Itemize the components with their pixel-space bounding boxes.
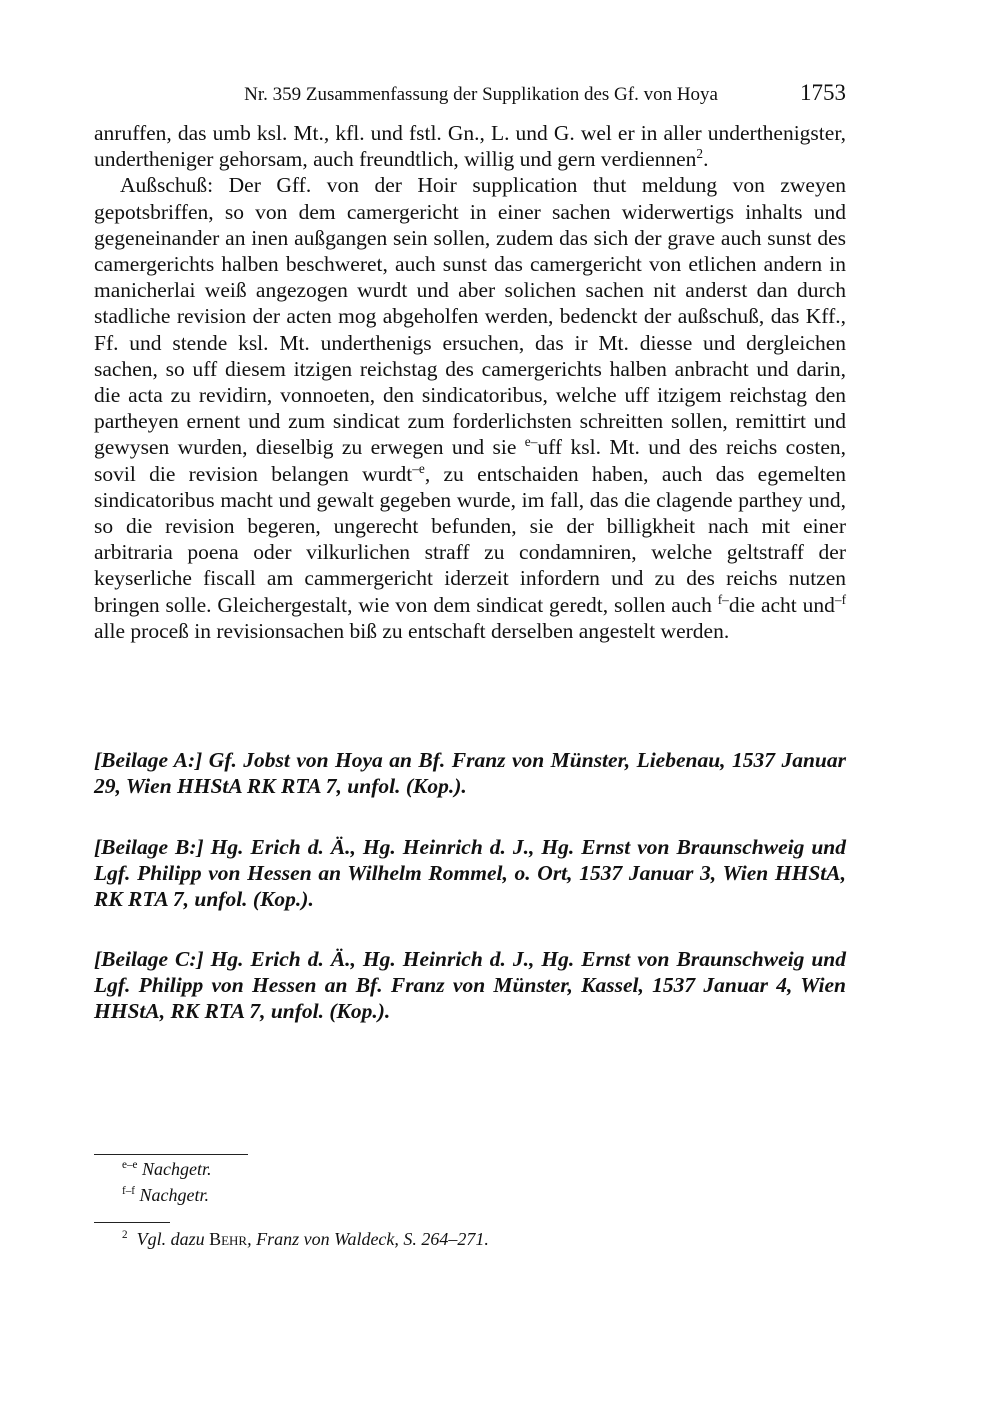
textnote-f-text: Nachgetr. [139, 1185, 210, 1205]
textnote-e-mark: e–e [122, 1159, 138, 1171]
footnote-2-post: , Franz von Waldeck, S. 264–271. [247, 1229, 489, 1249]
paragraph-2 [94, 172, 846, 644]
paragraph-1-end: . [703, 147, 709, 172]
textnote-e-text: Nachgetr. [141, 1159, 212, 1179]
textnote-mark-f-close: –f [834, 591, 847, 607]
footnote-rule-numbered [94, 1222, 170, 1223]
beilage-a: [Beilage A:] Gf. Jobst von Hoya an Bf. Franz von Münster, Liebenau, 1537 Januar 29, Wien HHStA RK RTA 7, unfol. (Kop.). [94, 748, 846, 799]
textnote-f-mark: f–f [122, 1185, 136, 1197]
footnote-ref-2: 2 [696, 146, 704, 162]
footnote-2-pre: Vgl. dazu [136, 1229, 205, 1249]
header-title: Nr. 359 Zusammenfassung der Supplikation des Gf. von Hoya [244, 84, 718, 105]
paragraph-2-part-b: uff ksl. Mt. und des reichs costen, sovil die revision belangen wurdt [94, 435, 846, 486]
paragraph-2-part-e: alle proceß in revisionsachen biß zu entschaft derselben angestelt werden. [94, 618, 730, 643]
textnote-mark-e-close: –e [412, 460, 425, 476]
beilage-b: [Beilage B:] Hg. Erich d. Ä., Hg. Heinrich d. J., Hg. Ernst von Braunschweig und Lgf. Philipp von Hessen an Wilhelm Rommel, o. Ort, 1537 Januar 3, Wien HHStA, RK RTA 7, unfol. (Kop.). [94, 835, 846, 912]
footnote-2-author: Behr [209, 1229, 248, 1249]
paragraph-2-part-d: die acht und [728, 592, 835, 617]
paragraph-1-text: anruffen, das umb ksl. Mt., kfl. und fstl. Gn., L. und G. wel er in aller underthenigster, undertheniger gehorsam, auch freundtlich, willig und gern verdiennen [94, 121, 846, 172]
textnote-e [122, 1158, 211, 1180]
footnote-2 [122, 1228, 489, 1250]
textnote-mark-e-open: e– [524, 434, 538, 450]
page-number: 1753 [800, 80, 846, 105]
paragraph-2-part-c: , zu entschaiden haben, auch das egemelten sindicatoribus macht und gewalt gegeben wurde, im fall, das die clagende parthey und, so die revision begeren, ungerecht befunden, sie der billigkheit nach mit einer arbitraria poena oder vilkurlichen straff zu condamniren, welche geltstraff der keyserliche fiscall am cammergericht iderzeit infordern und zu des reichs nutzen bringen solle. Gleichergestalt, wie von dem sindicat geredt, sollen auch [94, 461, 846, 617]
paragraph-2-part-a: Außschuß: Der Gff. von der Hoir supplication thut meldung von zweyen gepotsbriffen, so von dem camergericht in einer sachen widerwertigs inhalts und gegeneinander an inen außgangen sein sollen, zudem das sich der grave auch sunst des camergerichts halben beschweret, auch sunst das camergericht von etlichen andern in manicherlai weiß angezogen wurdt und aber solichen sachen nit anderst dan durch stadliche revision der acten mog abgeholfen werden, bedenckt der außschuß, das Kff., Ff. und stende ksl. Mt. underthenigs ersuchen, das ir Mt. diesse und dergleichen sachen, so uff diesem itzigen reichstag des camergerichts halben anbracht und darin, die acta zu revidirn, vonnoeten, den sindicatoribus, welche uff itzigem reichstag den partheyen ernent und zum sindicat zum forderlichsten schreitten sollen, remittirt und gewysen wurden, dieselbig zu erwegen und sie [94, 173, 846, 460]
main-text [94, 120, 846, 644]
running-header [94, 80, 846, 110]
textnote-f [122, 1184, 209, 1206]
footnote-2-mark: 2 [122, 1229, 128, 1241]
footnote-rule-text [94, 1154, 248, 1155]
textnote-mark-f-open: f– [717, 591, 729, 607]
beilage-c: [Beilage C:] Hg. Erich d. Ä., Hg. Heinrich d. J., Hg. Ernst von Braunschweig und Lgf. Philipp von Hessen an Bf. Franz von Münster, Kassel, 1537 Januar 4, Wien HHStA, RK RTA 7, unfol. (Kop.). [94, 947, 846, 1024]
paragraph-1 [94, 120, 846, 172]
